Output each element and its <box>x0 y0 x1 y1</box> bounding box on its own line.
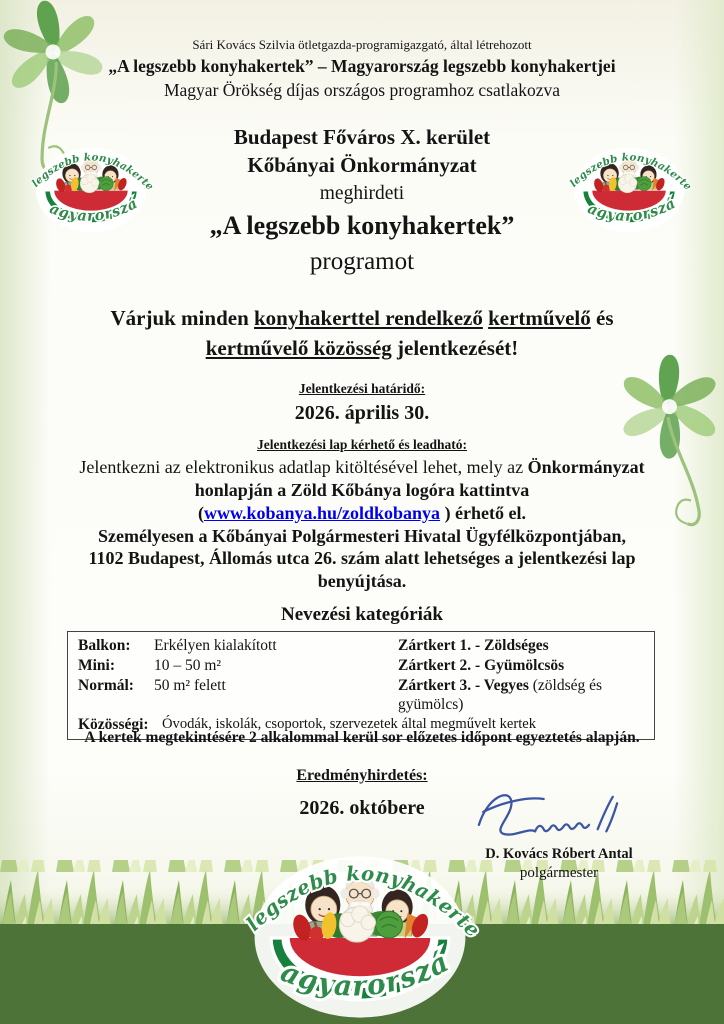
visit-note: A kertek megtekintésére 2 alkalommal kerül sor előzetes időpont egyeztetés alapján. <box>84 729 640 746</box>
application-line-3: (www.kobanya.hu/zoldkobanya ) érhető el. <box>197 502 527 523</box>
application-line-1: Jelentkezni az elektronikus adatlap kitöltésével lehet, mely az Önkormányzat <box>79 457 645 477</box>
table-row: Balkon: Erkélyen kialakított Zártkert 1. - Zöldséges <box>78 637 549 654</box>
application-link[interactable]: www.kobanya.hu/zoldkobanya <box>203 502 441 523</box>
results-date: 2026. októbere <box>299 797 425 819</box>
deadline-label: Jelentkezési határidő: <box>298 381 426 396</box>
signatory <box>469 846 649 882</box>
table-row: Normál: 50 m² felett Zártkert 3. - Vegyes (zöldség és gyümölcs) <box>78 676 603 714</box>
header-heritage: Magyar Örökség díjas országos programhoz csatlakozva <box>163 80 561 100</box>
application-line-6: benyújtása. <box>317 571 407 592</box>
categories-title: Nevezési kategóriák <box>281 604 443 625</box>
logo-bottom <box>236 818 484 1024</box>
application-line-2: honlapján a Zöld Kőbánya logóra kattintva <box>194 479 530 500</box>
application-section <box>0 437 724 593</box>
invitation-line-2: kertművelő közösség jelentkezését! <box>205 336 519 361</box>
signatory-name: D. Kovács Róbert Antal <box>485 846 633 862</box>
header-creator: Sári Kovács Szilvia ötletgazda-programigazgató, által létrehozott <box>192 37 532 52</box>
results-label: Eredményhirdetés: <box>296 767 428 784</box>
application-line-5: 1102 Budapest, Állomás utca 26. szám alatt lehetséges a jelentkezési lap <box>88 548 636 569</box>
header-program-title: „A legszebb konyhakertek” – Magyarország legszebb konyhakertjei <box>108 56 616 76</box>
deadline-section <box>0 381 724 425</box>
announcement <box>0 124 724 278</box>
invitation <box>0 303 724 364</box>
signatory-title: polgármester <box>519 865 599 881</box>
table-row: Mini: 10 – 50 m² Zártkert 2. - Gyümölcsös <box>78 656 565 674</box>
table-row: Közösségi: Óvodák, iskolák, csoportok, szervezetek által megművelt kertek <box>78 716 537 734</box>
header <box>0 37 724 101</box>
application-line-4: Személyesen a Kőbányai Polgármesteri Hivatal Ügyfélközpontjában, <box>98 525 626 546</box>
application-label: Jelentkezési lap kérhető és leadható: <box>257 437 467 452</box>
invitation-line-1: Várjuk minden konyhakerttel rendelkező kertművelő és <box>110 306 614 330</box>
announce-program-word: programot <box>309 247 415 275</box>
deadline-date: 2026. április 30. <box>294 402 430 424</box>
announce-verb: meghirdeti <box>319 182 405 204</box>
announce-district: Budapest Főváros X. kerület <box>233 125 491 149</box>
announce-program-name: „A legszebb konyhakertek” <box>209 211 515 241</box>
announce-municipality: Kőbányai Önkormányzat <box>247 152 477 177</box>
categories-table <box>67 631 655 740</box>
signature-image <box>472 786 624 840</box>
